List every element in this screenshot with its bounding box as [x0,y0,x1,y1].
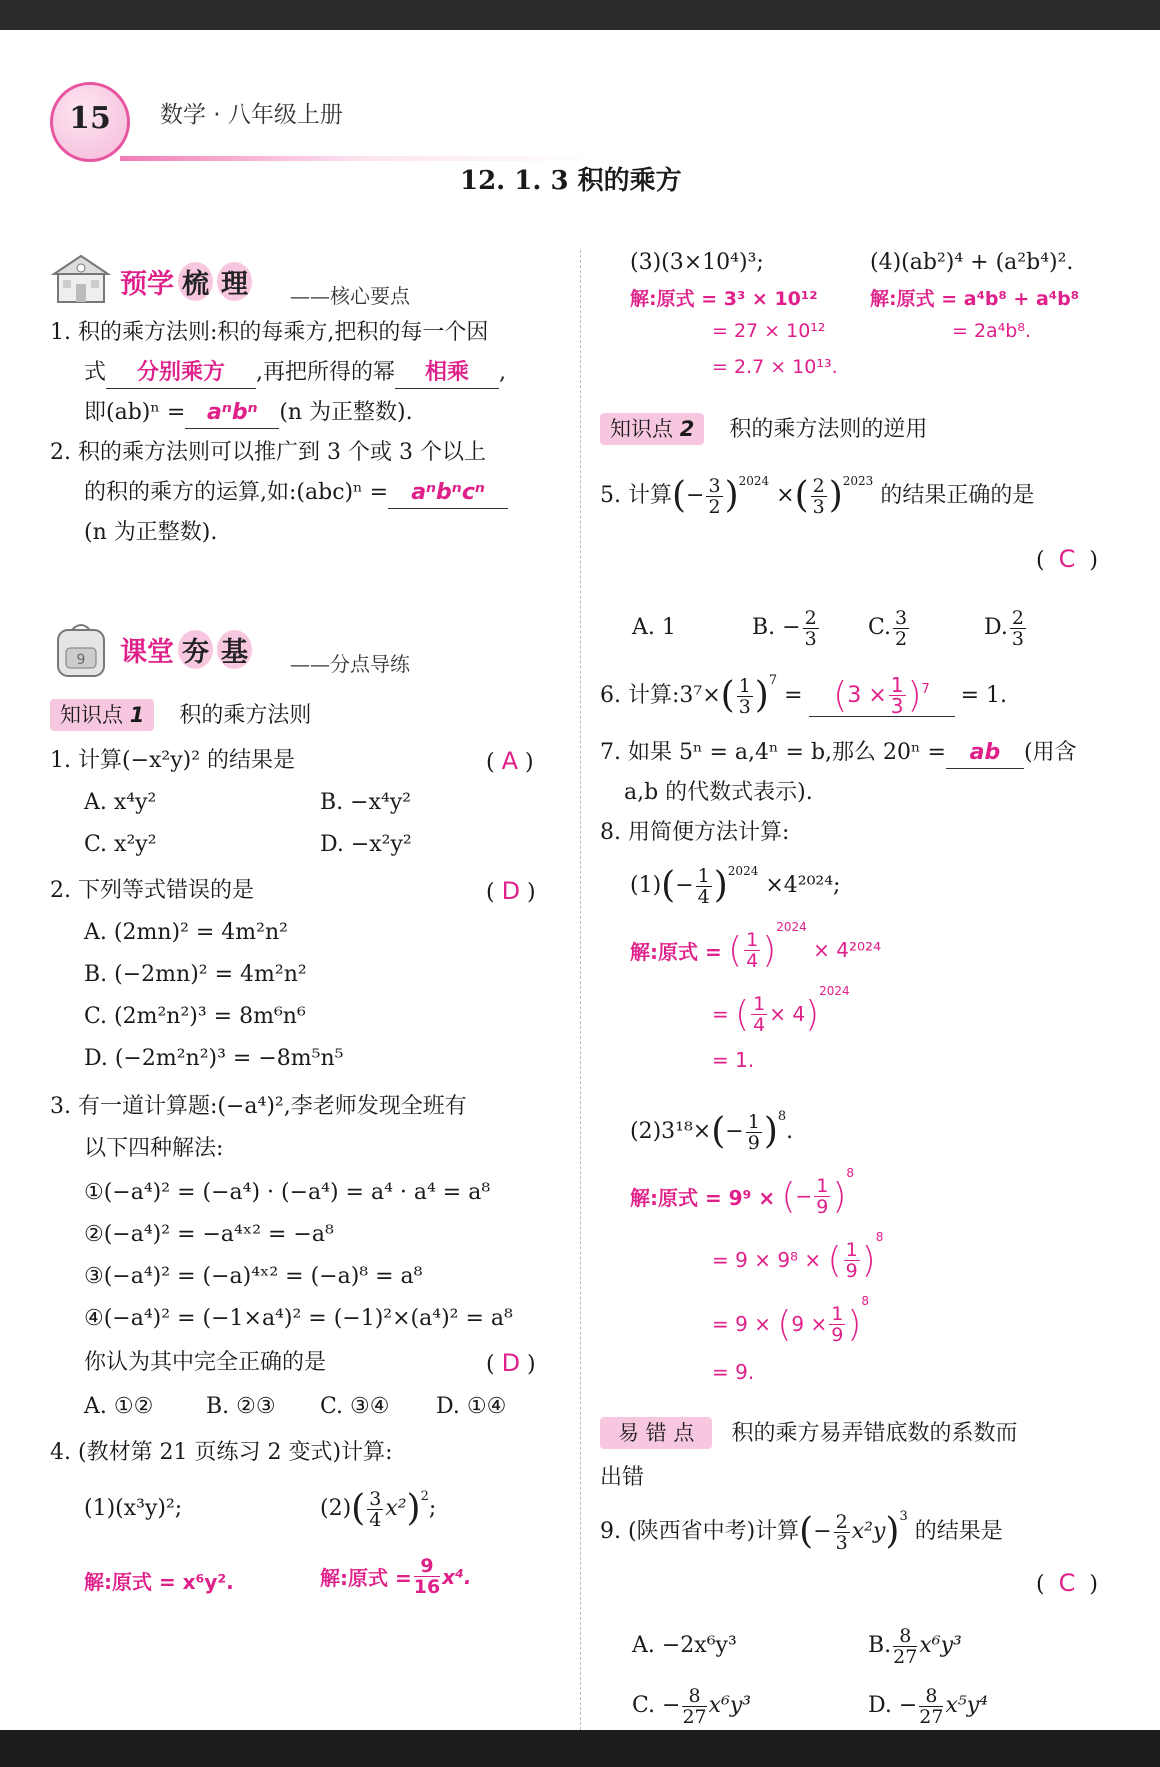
q3-option-c: C. ③④ [320,1394,390,1419]
blank-answer: ab [946,738,1024,769]
q2-option-a: A. (2mn)² = 4m²n² [84,920,288,945]
q4-part2: (2) ( $\frac{3}{4}$ x² ) $^2$ ; [320,1487,437,1531]
error-point-title-line2: 出错 [600,1465,645,1490]
bottom-bar [0,1730,1160,1767]
blank-answer: aⁿbⁿcⁿ [388,478,508,509]
q6-stem: 6. 计算:3⁷× ( $\frac{1}{3}$ ) $^7$ = ( 3 × $\frac{1}{3}$ ) $^7$ = 1. [600,673,1007,718]
preview-item1-line1: 1. 积的乘方法则:积的每乘方,把积的每一个因 [50,320,489,345]
q1-option-b: B. −x⁴y² [320,790,412,815]
q8-solution2-line2: = 9 × 9⁸ × ( $\frac{1}{9}$ ) $^8$ [712,1230,884,1282]
q3-solution-3: ③(−a⁴)² = (−a)⁴ˣ² = (−a)⁸ = a⁸ [84,1264,423,1289]
q8-solution1-line1: 解:原式 = ( $\frac{1}{4}$ ) $^{2024}$ × 4²⁰²⁴ [630,920,882,972]
q9-option-d: D. − $\frac{8}{27}$ x⁵y⁴ [868,1684,988,1728]
q2-stem: 2. 下列等式错误的是 [50,878,254,903]
q8-solution1-line3: = 1. [712,1048,755,1072]
q5-option-d: D. $\frac{2}{3}$ [984,606,1024,650]
q9-option-a: A. −2x⁶y³ [632,1633,737,1658]
preview-subtitle: ——核心要点 [290,284,410,308]
q4-solution3-line3: = 2.7 × 10¹³. [712,356,838,378]
q1-stem: 1. 计算(−x²y)² 的结果是 [50,748,296,773]
page [0,30,1160,1730]
page-number-badge [50,82,130,162]
q7-stem: 7. 如果 5ⁿ = a,4ⁿ = b,那么 20ⁿ = ab (用含 [600,738,1077,769]
q2-answer-bracket: ( D ) [486,877,536,905]
q7-line2: a,b 的代数式表示). [624,780,813,805]
q4-stem: 4. (教材第 21 页练习 2 变式)计算: [50,1440,393,1465]
q5-option-c: C. $\frac{3}{2}$ [868,606,908,650]
q4-solution3-line1: 解:原式 = 3³ × 10¹² [630,288,818,310]
q5-option-b: B. − $\frac{2}{3}$ [752,606,817,650]
q3-solution-4: ④(−a⁴)² = (−1×a⁴)² = (−1)²×(a⁴)² = a⁸ [84,1306,513,1331]
q3-ask: 你认为其中完全正确的是 [84,1350,327,1375]
q1-option-a: A. x⁴y² [84,790,157,815]
q3-stem-line1: 3. 有一道计算题:(−a⁴)²,李老师发现全班有 [50,1094,467,1119]
q3-option-a: A. ①② [84,1394,154,1419]
column-divider [580,250,581,1730]
q2-option-b: B. (−2mn)² = 4m²n² [84,962,307,987]
q5-option-a: A. 1 [632,615,676,640]
q4-solution1: 解:原式 = x⁶y². [84,1570,234,1594]
knowledge-point-1: 知识点 1 积的乘方法则 [50,698,311,731]
q2-option-c: C. (2m²n²)³ = 8m⁶n⁶ [84,1004,306,1029]
q1-option-d: D. −x²y² [320,832,412,857]
q5-stem: 5. 计算 ( − $\frac{3}{2}$ ) $^{2024}$ × ( $\frac{2}{3}$ ) $^{2023}$ 的结果正确的是 [600,474,1035,518]
section-title: 12. 1. 3 积的乘方 [460,166,682,196]
q4-part1: (1)(x³y)²; [84,1496,183,1521]
knowledge-point-2: 知识点 2 积的乘方法则的逆用 [600,412,927,445]
q8-solution2-line4: = 9. [712,1360,755,1384]
q1-answer-bracket: ( A ) [486,747,534,775]
q9-option-c: C. − $\frac{8}{27}$ x⁶y³ [632,1684,752,1728]
preview-item2-line2: 的积的乘方的运算,如:(abc)ⁿ = aⁿbⁿcⁿ [84,478,508,509]
q3-solution-2: ②(−a⁴)² = −a⁴ˣ² = −a⁸ [84,1222,334,1247]
q1-option-c: C. x²y² [84,832,157,857]
q8-stem: 8. 用简便方法计算: [600,820,790,845]
q9-option-b: B. $\frac{8}{27}$ x⁶y³ [868,1624,962,1668]
error-point-heading: 易 错 点 积的乘方易弄错底数的系数而 [600,1416,1017,1449]
classroom-heading: 课堂 夯 基 [120,630,252,669]
page-number: 15 [69,101,111,136]
q3-option-b: B. ②③ [206,1394,276,1419]
backpack-icon [50,620,112,680]
book-title: 数学 · 八年级上册 [160,102,343,128]
q3-solution-1: ①(−a⁴)² = (−a⁴) · (−a⁴) = a⁴ · a⁴ = a⁸ [84,1180,491,1205]
q4-part4: (4)(ab²)⁴ + (a²b⁴)². [870,250,1074,275]
preview-item1-line3: 即(ab)ⁿ = aⁿbⁿ (n 为正整数). [84,398,413,429]
preview-heading: 预学 梳 理 [120,262,252,301]
q3-answer-bracket: ( D ) [486,1349,536,1377]
q4-solution4-line1: 解:原式 = a⁴b⁸ + a⁴b⁸ [870,288,1080,310]
q2-option-d: D. (−2m²n²)³ = −8m⁵n⁵ [84,1046,344,1071]
q9-stem: 9. (陕西省中考)计算 ( − $\frac{2}{3}$ x²y ) $^3$ 的结果是 [600,1509,1003,1554]
blank-answer: 相乘 [395,358,499,389]
preview-item1-line2: 式 分别乘方 ,再把所得的幂 相乘 , [84,358,506,389]
q4-solution2: 解:原式 = $\frac{9}{16}$ x⁴. [320,1555,472,1598]
q3-option-d: D. ①④ [436,1394,507,1419]
preview-item2-line1: 2. 积的乘方法则可以推广到 3 个或 3 个以上 [50,440,486,465]
blank-answer: 分别乘方 [106,358,256,389]
q8-solution2-line3: = 9 × ( 9 × $\frac{1}{9}$ ) $^8$ [712,1294,869,1346]
school-icon [50,252,112,304]
q4-solution4-line2: = 2a⁴b⁸. [952,320,1032,342]
classroom-subtitle: ——分点导练 [290,652,410,676]
q4-part3: (3)(3×10⁴)³; [630,250,764,275]
q8-part1: (1) ( − $\frac{1}{4}$ ) $^{2024}$ ×4²⁰²⁴; [630,864,841,908]
q4-solution3-line2: = 27 × 10¹² [712,320,826,342]
q9-answer-bracket: ( C ) [1036,1569,1098,1597]
q5-answer-bracket: ( C ) [1036,545,1098,573]
blank-answer: aⁿbⁿ [185,398,279,429]
q8-solution1-line2: = ( $\frac{1}{4}$ × 4 ) $^{2024}$ [712,984,850,1036]
q8-solution2-line1: 解:原式 = 9⁹ × ( − $\frac{1}{9}$ ) $^8$ [630,1166,855,1218]
svg-text:9: 9 [76,652,86,668]
q8-part2: (2)3¹⁸× ( − $\frac{1}{9}$ ) $^8$ . [630,1109,794,1154]
q3-stem-line2: 以下四种解法: [84,1136,224,1161]
preview-item2-line3: (n 为正整数). [84,520,218,545]
